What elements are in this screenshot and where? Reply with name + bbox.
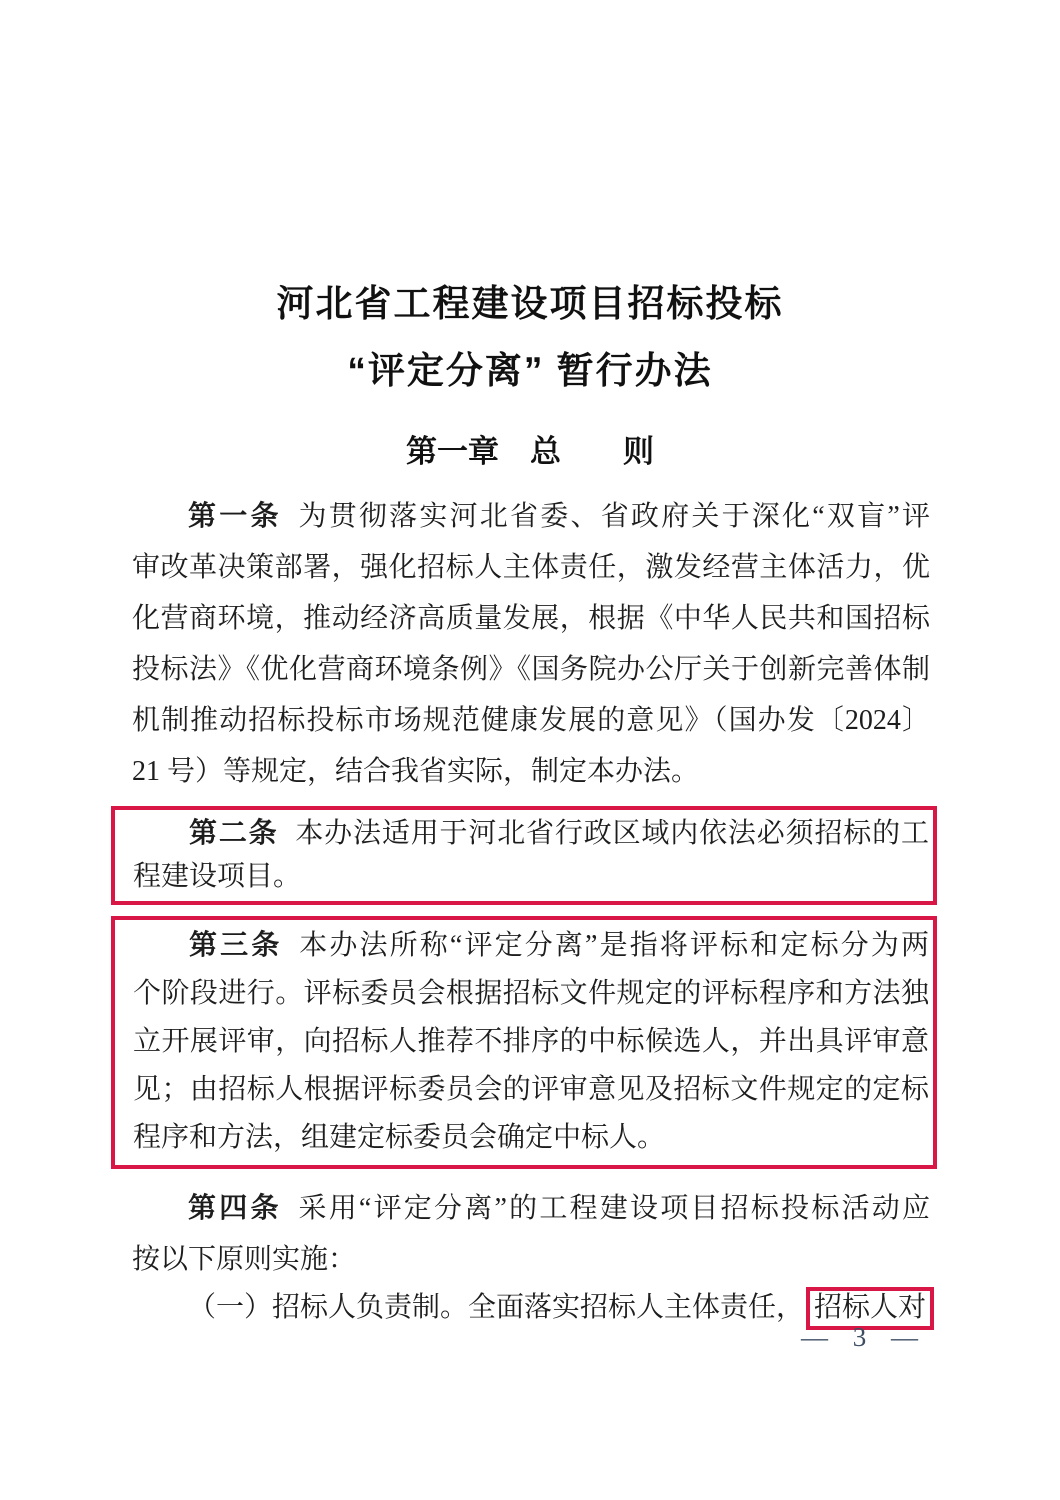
article-2-number: 第二条	[189, 817, 279, 848]
article-3-line-5: 程序和方法，组建定标委员会确定中标人。	[133, 1122, 666, 1153]
article-1-line-6: 21 号）等规定，结合我省实际，制定本办法。	[132, 756, 700, 787]
article-2-line-1	[133, 811, 929, 855]
article-1-line-1-text: 为贯彻落实河北省委、省政府关于深化“双盲”评	[298, 501, 930, 532]
highlight-box-inline: 招标人对	[806, 1287, 934, 1330]
article-2-line-2: 程建设项目。	[133, 861, 302, 892]
highlight-box-article-3	[111, 916, 937, 1169]
article-4-line-2: 按以下原则实施：	[132, 1244, 357, 1275]
article-4-number: 第四条	[188, 1192, 282, 1223]
article-3-line-1	[133, 921, 929, 970]
article-1-line-1	[132, 490, 930, 542]
article-1-line-3: 化营商环境，推动经济高质量发展，根据《中华人民共和国招标	[132, 603, 930, 634]
article-3-line-2: 个阶段进行。评标委员会根据招标文件规定的评标程序和方法独	[133, 978, 929, 1009]
article-1-line-5: 机制推动招标投标市场规范健康发展的意见》（国办发〔2024〕	[132, 705, 930, 736]
article-4	[132, 1182, 930, 1285]
article-1-line-4: 投标法》《优化营商环境条例》《国务院办公厅关于创新完善体制	[132, 654, 930, 685]
document-title-line1: 河北省工程建设项目招标投标	[276, 283, 784, 324]
article-4-line-1-text: 采用“评定分离”的工程建设项目招标投标活动应	[298, 1193, 930, 1224]
item-one-text: （一）招标人负责制。全面落实招标人主体责任，	[188, 1292, 805, 1323]
article-3-number: 第三条	[189, 929, 283, 960]
article-3-line-4: 见；由招标人根据评标委员会的评审意见及招标文件规定的定标	[133, 1074, 929, 1105]
article-1-line-2: 审改革决策部署，强化招标人主体责任，激发经营主体活力，优	[132, 552, 930, 583]
article-4-line-1	[132, 1182, 930, 1234]
article-3-line-3: 立开展评审，向招标人推荐不排序的中标候选人，并出具评审意	[133, 1026, 929, 1057]
article-1-number: 第一条	[188, 500, 282, 531]
page-number: — 3 —	[801, 1322, 927, 1352]
article-3-line-1-text: 本办法所称“评定分离”是指将评标和定标分为两	[299, 930, 929, 961]
highlight-box-article-2	[111, 806, 937, 905]
article-1	[132, 490, 930, 797]
chapter-heading: 第一章 总 则	[406, 434, 654, 469]
article-2-line-1-text: 本办法适用于河北省行政区域内依法必须招标的工	[295, 818, 929, 849]
document-title-line2: “评定分离” 暂行办法	[347, 350, 713, 391]
